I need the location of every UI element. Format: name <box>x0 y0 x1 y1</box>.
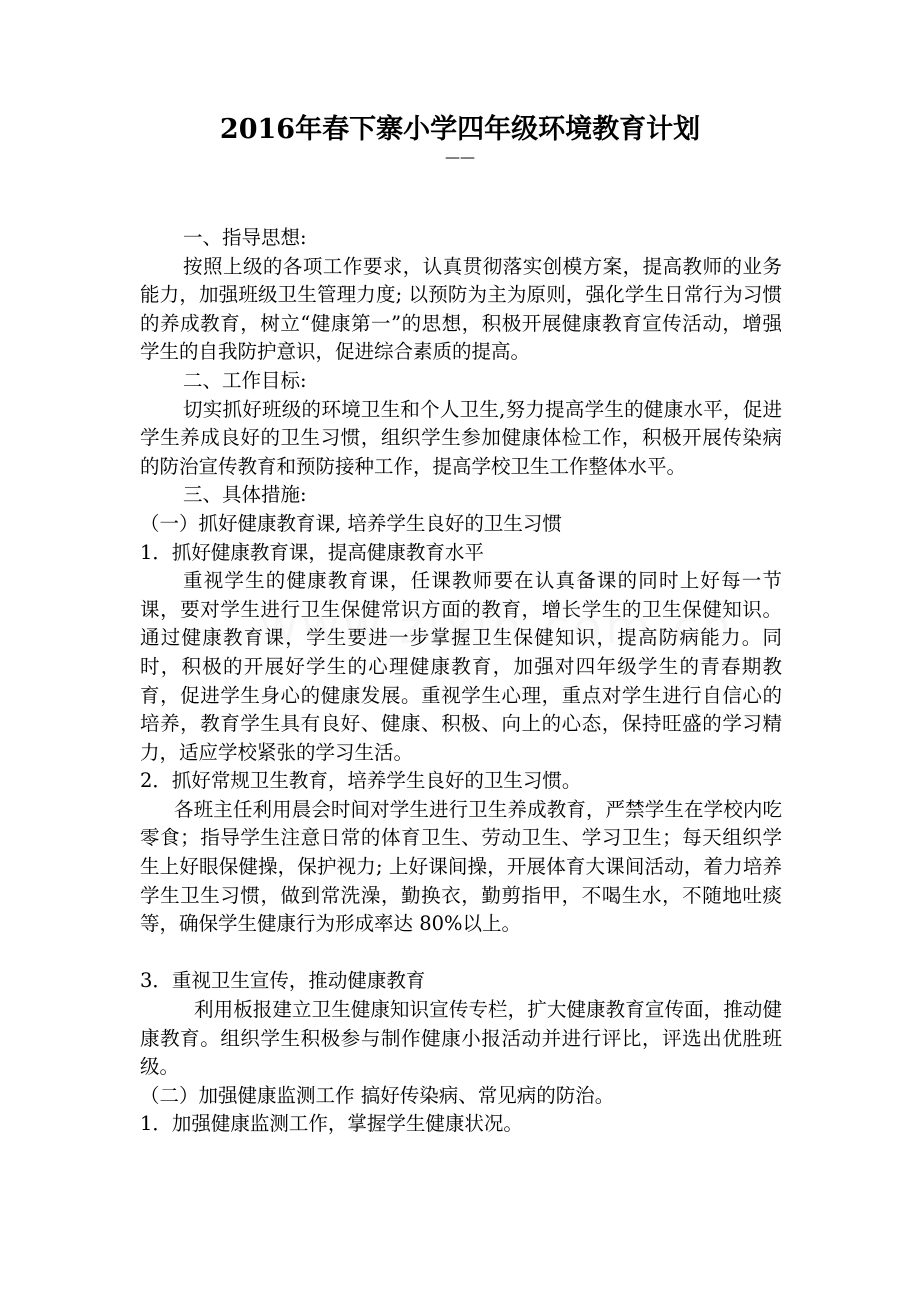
document-body <box>140 224 782 1139</box>
section-heading-work-goals: 二、工作目标: <box>183 368 307 392</box>
subsection-heading-health-class: （一）抓好健康教育课, 培养学生良好的卫生习惯 <box>140 511 562 535</box>
paragraph-routine-hygiene: 各班主任利用晨会时间对学生进行卫生养成教育，严禁学生在学校内吃零食；指导学生注意日常的体育卫生、劳动卫生、学习卫生；每天组织学生上好眼保健操，保护视力; 上好课间操，开展体育大课间活动，着力培养学生卫生习惯，做到常洗澡，勤换衣，勤剪指甲，不喝生水，不随地吐痰等，确保学生健康行为形成率达 80%以上。 <box>140 797 782 936</box>
blank-line <box>140 939 782 968</box>
item-heading-monitoring-1: 1．加强健康监测工作，掌握学生健康状况。 <box>140 1112 523 1136</box>
paragraph-work-goals: 切实抓好班级的环境卫生和个人卫生,努力提高学生的健康水平，促进学生养成良好的卫生习惯，组织学生参加健康体检工作，积极开展传染病的防治宣传教育和预防接种工作，提高学校卫生工作整体水平。 <box>140 397 782 478</box>
item-heading-3: 3．重视卫生宣传，推动健康教育 <box>140 969 426 993</box>
paragraph-health-class: 重视学生的健康教育课，任课教师要在认真备课的同时上好每一节课，要对学生进行卫生保健常识方面的教育，增长学生的卫生保健知识。通过健康教育课，学生要进一步掌握卫生保健知识，提高防病能力。同时，积极的开展好学生的心理健康教育，加强对四年级学生的青春期教育，促进学生身心的健康发展。重视学生心理，重点对学生进行自信心的培养，教育学生具有良好、健康、积极、向上的心态，保持旺盛的学习精力，适应学校紧张的学习生活。 <box>140 569 782 764</box>
paragraph-hygiene-publicity: 利用板报建立卫生健康知识宣传专栏，扩大健康教育宣传面，推动健康教育。组织学生积极参与制作健康小报活动并进行评比，评选出优胜班级。 <box>140 998 782 1079</box>
section-heading-guiding-ideology: 一、指导思想: <box>183 226 307 249</box>
item-heading-1: 1．抓好健康教育课，提高健康教育水平 <box>140 540 484 564</box>
section-heading-specific-measures: 三、具体措施: <box>183 483 307 507</box>
paragraph-guiding-ideology: 按照上级的各项工作要求，认真贯彻落实创模方案，提高教师的业务能力，加强班级卫生管理力度; 以预防为主为原则，强化学生日常行为习惯的养成教育，树立“健康第一”的思想，积极开展健康教育宣传活动，增强学生的自我防护意识，促进综合素质的提高。 <box>140 254 782 364</box>
subsection-heading-health-monitoring: （二）加强健康监测工作 搞好传染病、常见病的防治。 <box>140 1083 615 1107</box>
document-subtitle: —— <box>445 148 475 166</box>
item-heading-2: 2．抓好常规卫生教育，培养学生良好的卫生习惯。 <box>140 769 582 793</box>
document-title: 2016年春下寨小学四年级环境教育计划 <box>219 114 701 145</box>
